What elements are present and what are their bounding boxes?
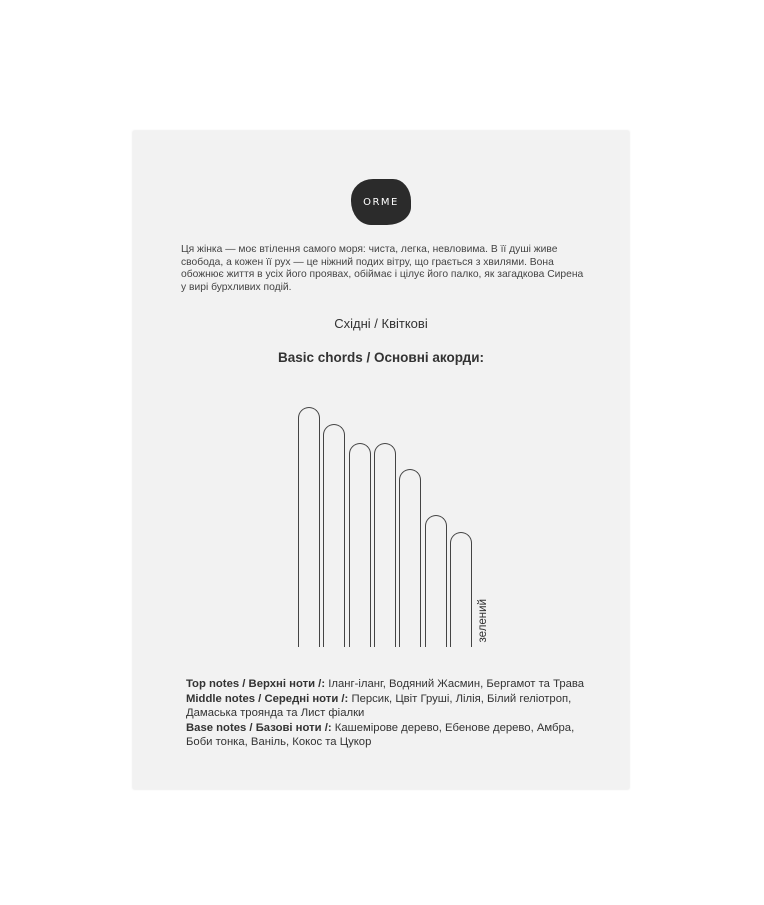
accord-bar bbox=[425, 515, 447, 647]
accord-bar bbox=[450, 532, 489, 647]
top-notes bbox=[186, 677, 596, 692]
top-notes-label: Top notes / Верхні ноти /: bbox=[186, 678, 326, 690]
base-notes-value: Кашемірове дерево, Ебенове дерево, Амбра, Боби тонка, Ваніль, Кокос та Цукор bbox=[186, 721, 575, 749]
brand-logo-text: ORME bbox=[363, 196, 399, 208]
perfume-card bbox=[133, 131, 629, 789]
accord-label: зелений bbox=[477, 598, 489, 642]
base-notes bbox=[186, 721, 596, 750]
chords-title: Basic chords / Основні акорди: bbox=[277, 350, 484, 365]
top-notes-value: Іланг-іланг, Водяний Жасмин, Бергамот та Трава bbox=[325, 678, 585, 690]
notes-section bbox=[186, 677, 596, 750]
middle-notes-value: Персик, Цвіт Груші, Лілія, Білий геліотроп, Дамаська троянда та Лист фіалки bbox=[186, 692, 572, 720]
accord-bar bbox=[399, 469, 421, 647]
middle-notes bbox=[186, 692, 596, 721]
accord-bar bbox=[323, 424, 345, 647]
accord-bar bbox=[374, 443, 396, 647]
middle-notes-label: Middle notes / Середні ноти /: bbox=[186, 692, 349, 705]
fragrance-family: Східні / Квіткові bbox=[334, 316, 428, 331]
intro-text: Ця жінка — моє втілення самого моря: чиста, легка, невловима. В її душі живе свобода, а кожен її рух — це ніжний подих вітру, що грається з хвилями. Вона обожнює життя в усіх його проявах, обіймає і цілує його палко, як загадкова Сирена у вирі бурхливих подій. bbox=[181, 244, 584, 293]
accord-bar bbox=[298, 407, 320, 647]
base-notes-label: Base notes / Базові ноти /: bbox=[186, 721, 332, 734]
accord-bar bbox=[349, 443, 371, 647]
